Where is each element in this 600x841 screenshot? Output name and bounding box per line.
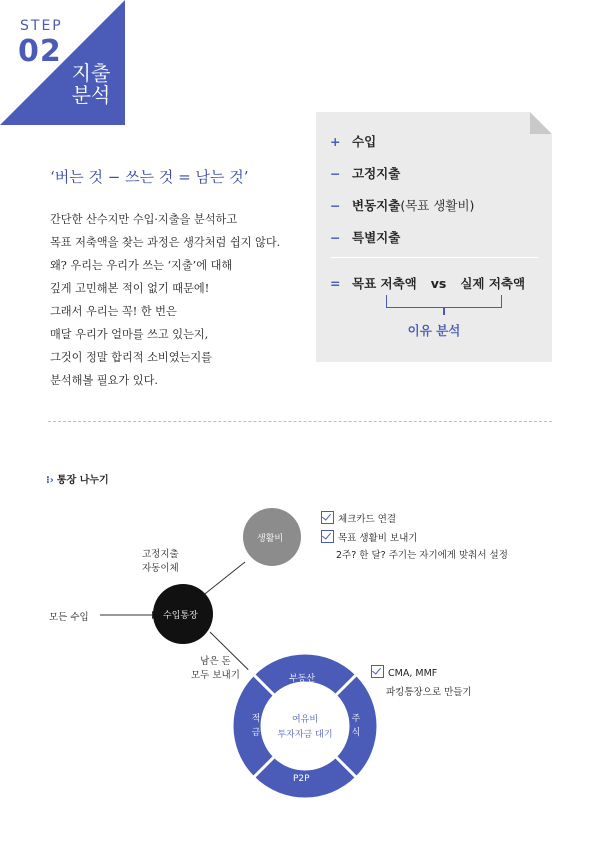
living-note-text: 목표 생활비 보내기 bbox=[338, 533, 418, 544]
living-account-label: 생활비 bbox=[257, 534, 284, 544]
paragraph-line: 분석해볼 필요가 있다. bbox=[50, 374, 158, 387]
checkbox-icon bbox=[321, 530, 334, 543]
rest-line1: 남은 돈 bbox=[200, 656, 231, 667]
living-cycle-note: 2주? 한 달? 주기는 자기에게 맞춰서 설정 bbox=[336, 550, 508, 561]
step-number: 02 bbox=[18, 34, 62, 69]
card-row-label: 수입 bbox=[352, 134, 377, 149]
minus-sign: − bbox=[330, 198, 341, 213]
section-marker-icon: ⁝› bbox=[46, 475, 54, 486]
step-title-line2: 분석 bbox=[71, 83, 111, 107]
card-row-variable bbox=[330, 196, 474, 214]
paragraph-line: 목표 저축액을 찾는 과정은 생각처럼 쉽지 않다. bbox=[50, 236, 281, 249]
ring-stocks: 주식 bbox=[351, 714, 361, 738]
ring-savings: 적금 bbox=[251, 714, 261, 738]
fixed-expense-note bbox=[142, 548, 179, 576]
card-row-label: 특별지출 bbox=[352, 230, 401, 245]
plus-sign: + bbox=[330, 134, 341, 149]
card-row-fixed bbox=[330, 164, 400, 182]
vs-label: vs bbox=[430, 276, 447, 291]
card-row-label: 변동지출 bbox=[352, 198, 401, 213]
card-row-extra: (목표 생활비) bbox=[400, 198, 475, 213]
step-title bbox=[66, 62, 116, 106]
card-divider bbox=[330, 257, 538, 258]
main-account-label: 수입통장 bbox=[163, 611, 198, 621]
section-heading-text: 통장 나누기 bbox=[56, 475, 109, 486]
equals-sign: = bbox=[330, 276, 341, 291]
intro-paragraph bbox=[50, 208, 320, 392]
paragraph-line: 왜? 우리는 우리가 쓰는 ‘지출’에 대해 bbox=[50, 259, 233, 272]
target-savings: 목표 저축액 bbox=[352, 276, 417, 291]
rest-line2: 모두 보내기 bbox=[191, 670, 240, 681]
formula-card bbox=[316, 112, 552, 362]
minus-sign: − bbox=[330, 230, 341, 245]
reason-analysis: 이유 분석 bbox=[407, 323, 461, 338]
living-note-1 bbox=[321, 511, 396, 525]
paragraph-line: 그것이 정말 합리적 소비였는지를 bbox=[50, 351, 212, 364]
card-row-special bbox=[330, 228, 400, 246]
paragraph-line: 간단한 산수지만 수입·지출을 분석하고 bbox=[50, 213, 238, 226]
actual-savings: 실제 저축액 bbox=[460, 276, 526, 291]
bracket-tick bbox=[443, 307, 445, 315]
checkbox-icon bbox=[371, 665, 384, 678]
dashed-separator bbox=[48, 421, 552, 422]
section-heading bbox=[46, 471, 109, 486]
center-line1: 여유비 bbox=[291, 715, 319, 725]
card-row-label: 고정지출 bbox=[352, 166, 401, 181]
invest-note-text: CMA, MMF bbox=[388, 668, 438, 679]
all-income-label: 모든 수입 bbox=[49, 612, 89, 623]
invest-sub-note: 파킹통장으로 만들기 bbox=[386, 687, 472, 698]
account-diagram bbox=[0, 490, 600, 810]
fixed-line2: 자동이체 bbox=[142, 563, 179, 574]
ring-p2p: P2P bbox=[293, 774, 310, 784]
paragraph-line: 그래서 우리는 꼭! 한 번은 bbox=[50, 305, 177, 318]
paragraph-line: 깊게 고민해본 적이 없기 때문에! bbox=[50, 282, 210, 295]
fixed-line1: 고정지출 bbox=[142, 549, 179, 560]
living-note-2 bbox=[321, 530, 417, 544]
card-final-row bbox=[330, 274, 525, 292]
rest-money-note bbox=[191, 655, 240, 683]
paragraph-line: 매달 우리가 얼마를 쓰고 있는지, bbox=[50, 328, 209, 341]
ring-real-estate: 부동산 bbox=[289, 674, 316, 684]
card-row-income bbox=[330, 132, 376, 150]
living-note-text: 체크카드 연결 bbox=[338, 514, 397, 525]
center-line2: 투자자금 대기 bbox=[277, 730, 333, 740]
page-fold-icon bbox=[530, 112, 552, 134]
invest-note bbox=[371, 665, 437, 679]
step-label: STEP bbox=[20, 18, 63, 34]
step-title-line1: 지출 bbox=[71, 61, 111, 85]
formula-quote: ‘버는 것 − 쓰는 것 = 남는 것’ bbox=[50, 168, 249, 186]
ring-center bbox=[268, 713, 342, 743]
minus-sign: − bbox=[330, 166, 341, 181]
checkbox-icon bbox=[321, 511, 334, 524]
